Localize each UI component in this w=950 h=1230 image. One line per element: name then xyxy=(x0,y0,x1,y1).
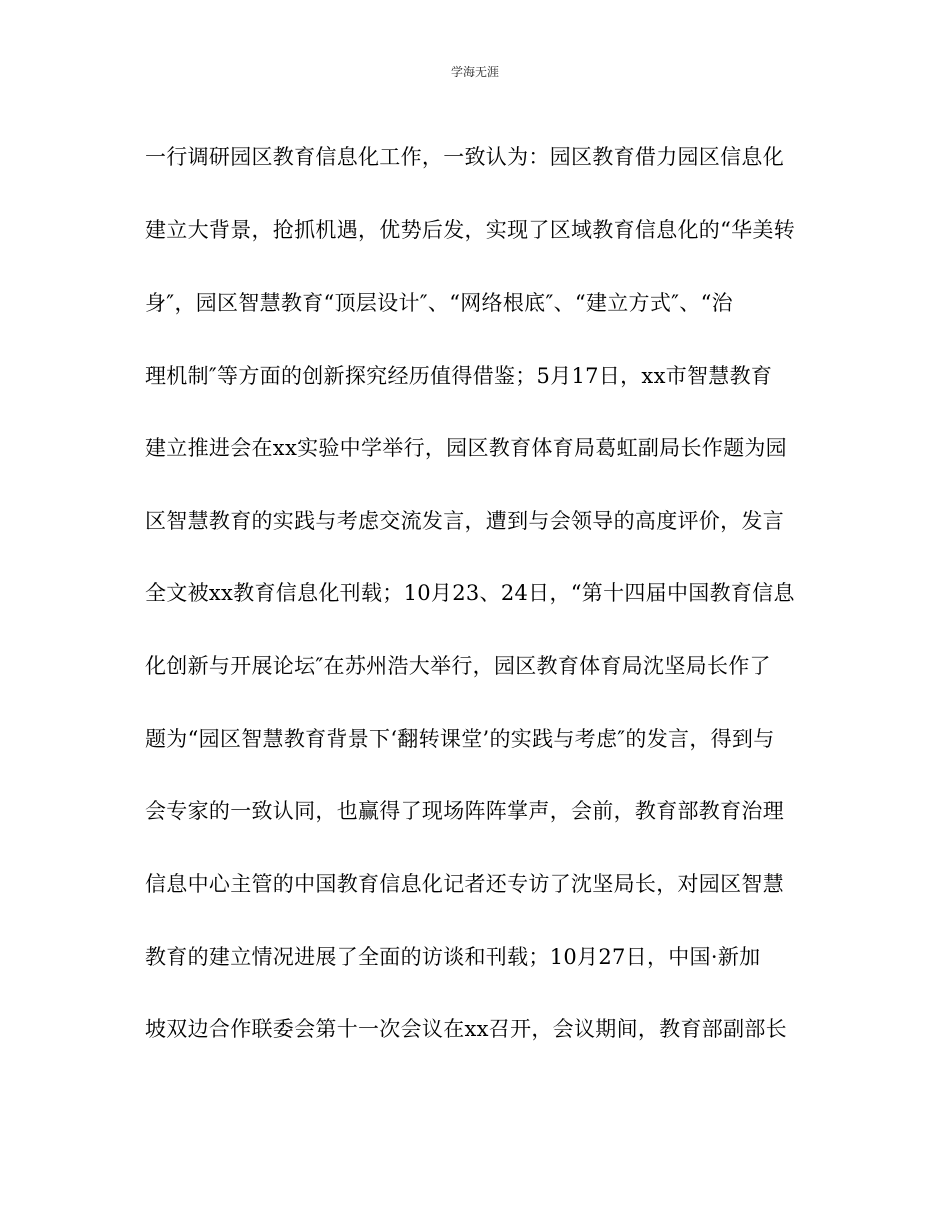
paragraph-line: 建立大背景，抢抓机遇，优势后发，实现了区域教育信息化的“华美转 xyxy=(145,218,796,242)
paragraph-line: 题为“园区智慧教育背景下‘翻转课堂’的实践与考虑″的发言，得到与 xyxy=(145,727,775,751)
paragraph-line: 信息中心主管的中国教育信息化记者还专访了沈坚局长，对园区智慧 xyxy=(145,872,784,896)
paragraph-line: 一行调研园区教育信息化工作，一致认为：园区教育借力园区信息化 xyxy=(145,145,784,169)
paragraph-line: 理机制″等方面的创新探究经历值得借鉴；5月17日，xx市智慧教育 xyxy=(145,364,773,388)
paragraph-line: 身″，园区智慧教育“顶层设计″、“网络根底″、“建立方式″、“治 xyxy=(145,291,733,315)
paragraph-line: 化创新与开展论坛″在苏州浩大举行，园区教育体育局沈坚局长作了 xyxy=(145,654,771,678)
paragraph-line: 建立推进会在xx实验中学举行，园区教育体育局葛虹副局长作题为园 xyxy=(145,436,787,460)
page-header: 学海无涯 xyxy=(450,65,499,79)
paragraph-line: 教育的建立情况进展了全面的访谈和刊载；10月27日，中国·新加 xyxy=(145,945,761,969)
paragraph-line: 全文被xx教育信息化刊载；10月23、24日，“第十四届中国教育信息 xyxy=(145,581,795,605)
paragraph-line: 会专家的一致认同，也赢得了现场阵阵掌声，会前，教育部教育治理 xyxy=(145,799,784,823)
paragraph-line: 区智慧教育的实践与考虑交流发言，遭到与会领导的高度评价，发言 xyxy=(145,509,784,533)
paragraph-line: 坡双边合作联委会第十一次会议在xx召开，会议期间，教育部副部长 xyxy=(145,1017,787,1041)
